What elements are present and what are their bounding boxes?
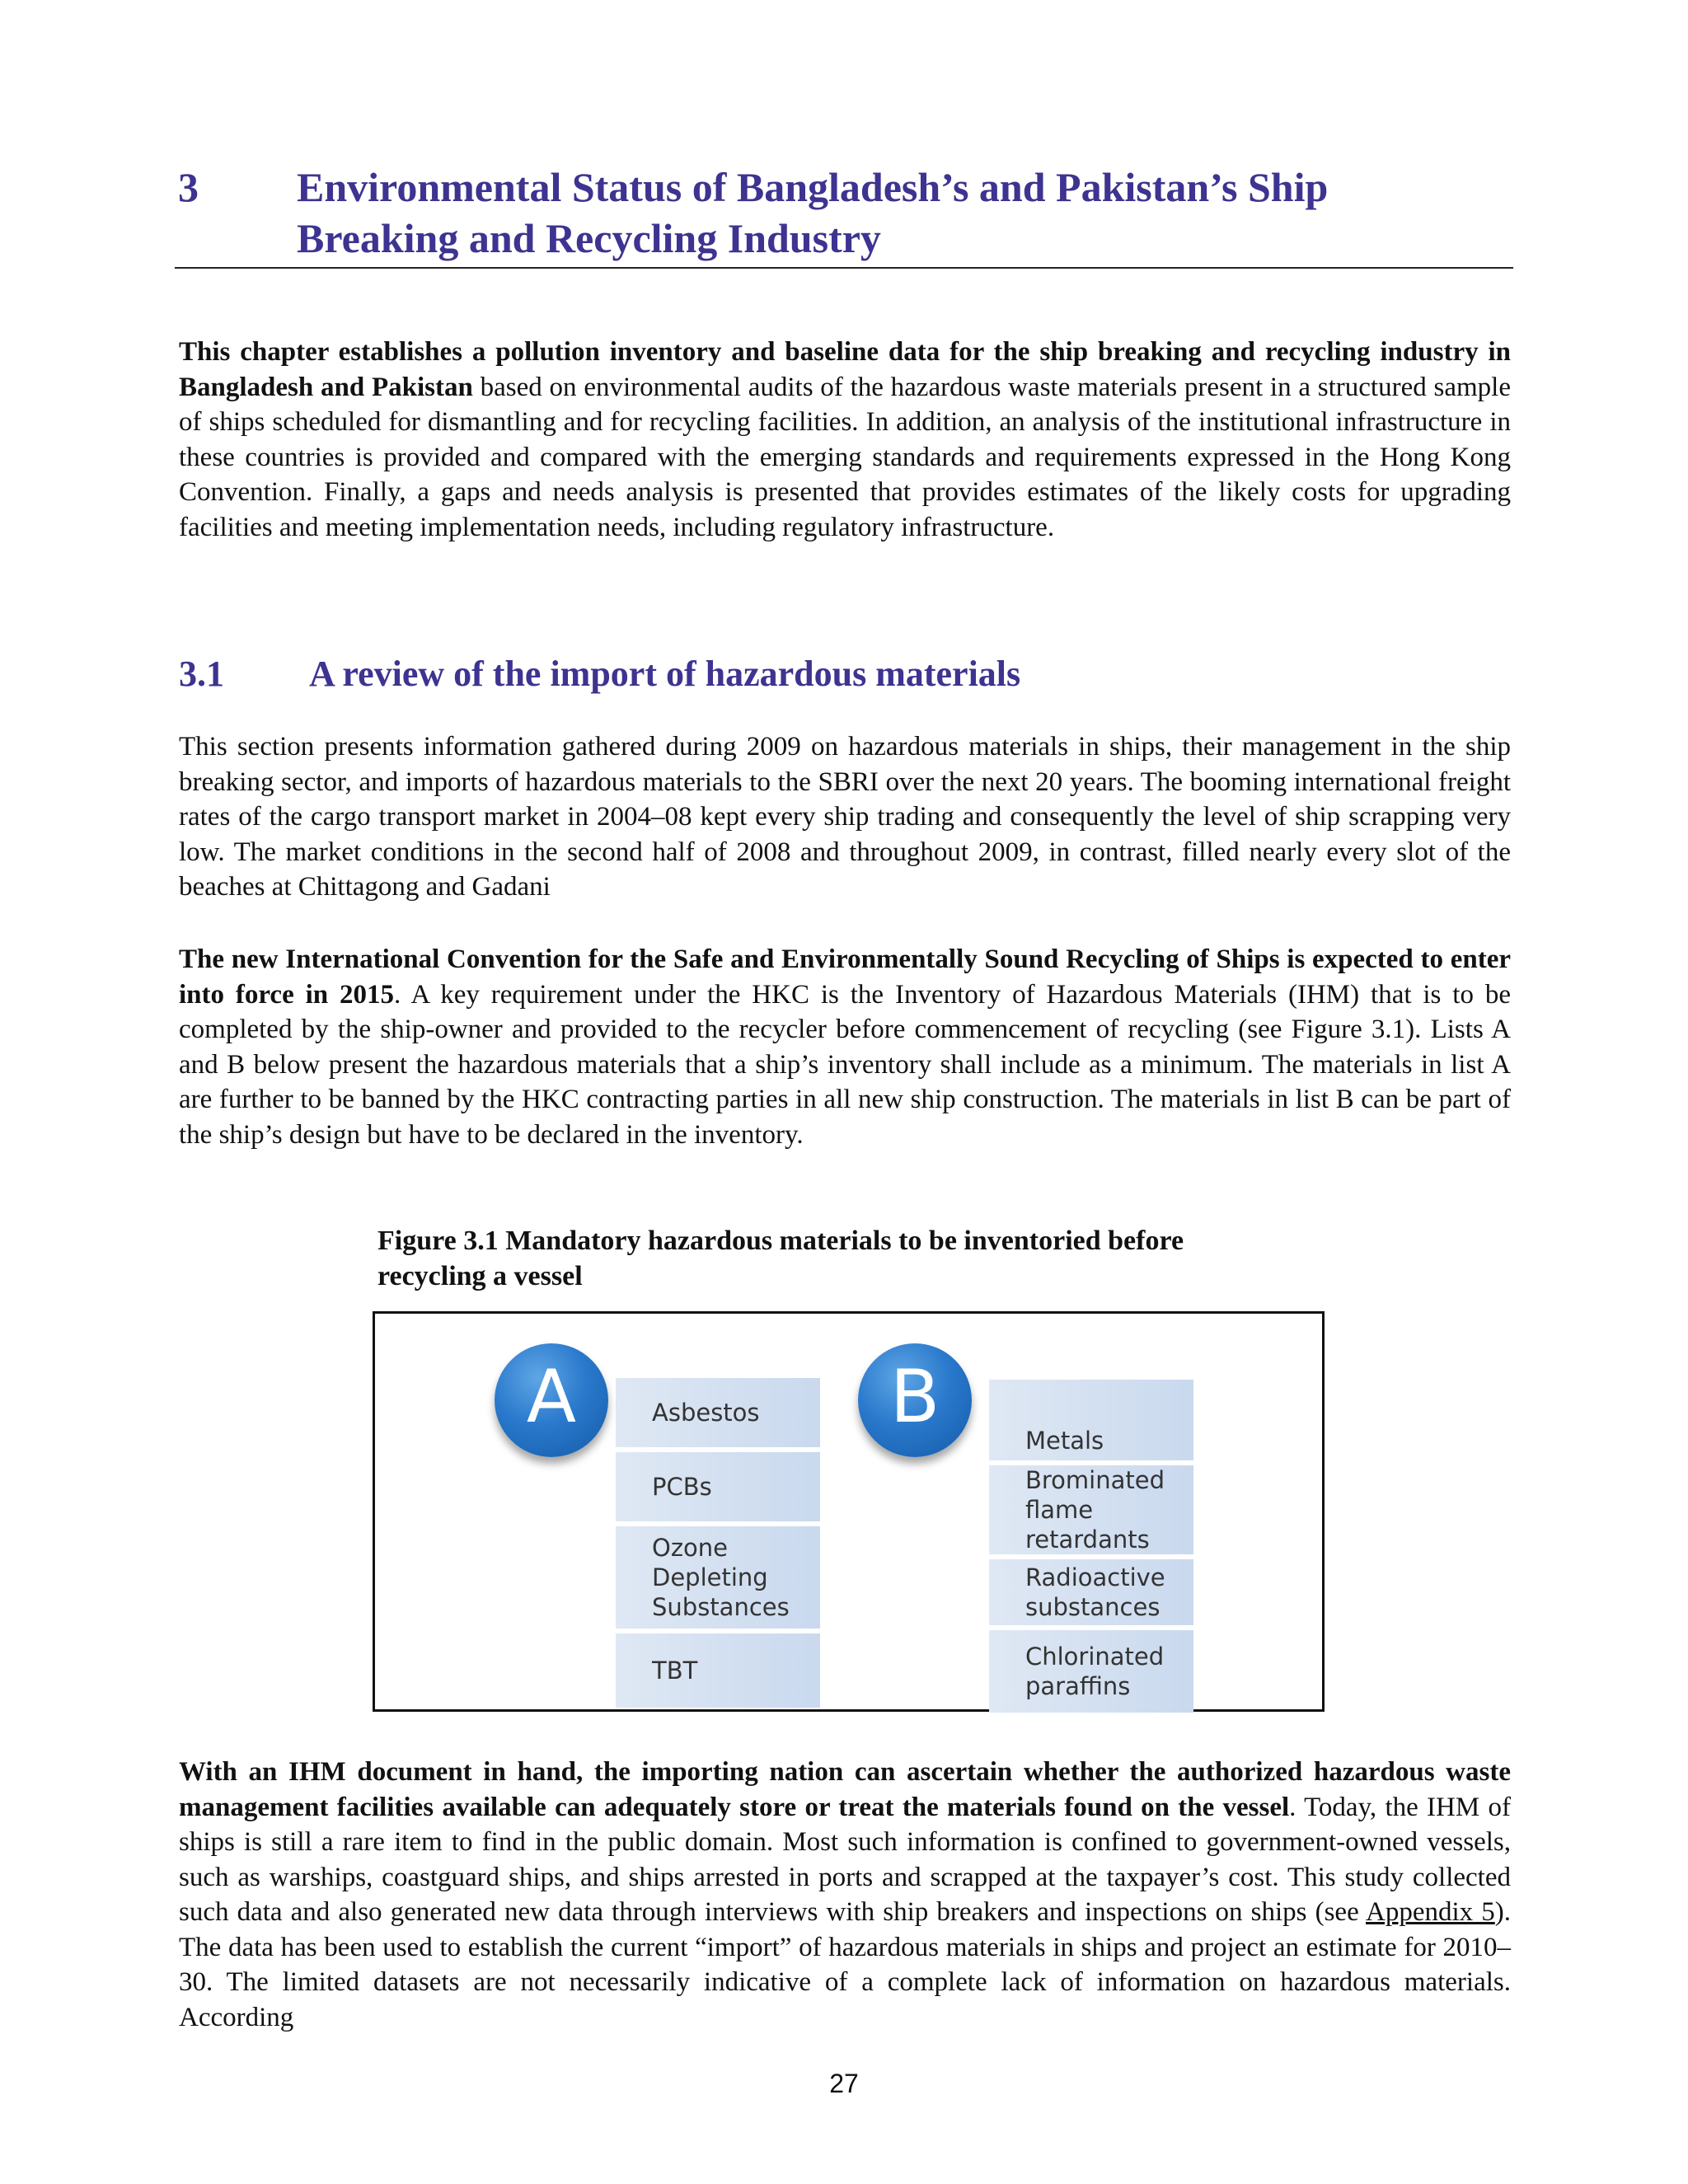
section-number: 3.1: [179, 654, 224, 694]
intro-text: based on environmental audits of the hazardous waste materials present in a structured sample of ships scheduled for dismantling and for recycling facilities. In addition, an analysis of the institutional infrastructure in these countries is provided and compared with the emerging standards and requirements expressed in the Hong Kong Convention. Finally, a gaps and needs analysis is presented that provides estimates of the likely costs for upgrading facilities and meeting implementation needs, including regulatory infrastructure.: [179, 372, 1511, 542]
chapter-title-line-1: Environmental Status of Bangladesh’s and Pakistan’s Ship: [297, 164, 1329, 210]
figure-caption: [377, 1223, 1284, 1294]
paragraph-ihm: [179, 1755, 1511, 2035]
paragraph-convention-bold: The new International Convention for the Safe and Environmentally Sound Recycling of Ships is expected to enter into force in 2015: [179, 944, 1511, 1010]
figure-caption-line-2: recycling a vessel: [377, 1261, 583, 1291]
paragraph-review: [179, 729, 1511, 905]
list-a-badge: A: [495, 1343, 608, 1457]
chapter-title-line-2: Breaking and Recycling Industry: [297, 215, 881, 261]
list-a-item: Asbestos: [616, 1378, 820, 1447]
list-a-item: TBT: [616, 1633, 820, 1708]
paragraph-ihm-bold: With an IHM document in hand, the importing nation can ascertain whether the authorized hazardous waste management facilities available can adequately store or treat the materials found on the vessel: [179, 1757, 1511, 1822]
list-a-item: Ozone Depleting Substances: [616, 1526, 820, 1629]
section-heading: [179, 651, 1511, 697]
list-b-item: Radioactive substances: [989, 1559, 1193, 1625]
list-b-badge: B: [858, 1343, 972, 1457]
section-title: A review of the import of hazardous materials: [309, 654, 1021, 694]
chapter-title: [297, 162, 1513, 264]
figure-caption-line-1: Figure 3.1 Mandatory hazardous materials to be inventoried before: [377, 1226, 1184, 1256]
list-b-item: Metals: [989, 1380, 1193, 1460]
paragraph-ihm-text-2: ). The data has been used to establish the current “import” of hazardous materials in ships and project an estimate for 2010–30. The limited datasets are not necessarily indicative of a complete lack of information on hazardous materials. According: [179, 1897, 1511, 2032]
intro-bold-lead: This chapter establishes a pollution inventory and baseline data for the ship breaking and recycling industry in Bangladesh and Pakistan: [179, 337, 1511, 402]
paragraph-convention-text: . A key requirement under the HKC is the Inventory of Hazardous Materials (IHM) that is to be completed by the ship-owner and provided to the recycler before commencement of recycling (see Figure 3.1). Lists A and B below present the hazardous materials that a ship’s inventory shall include as a minimum. The materials in list A are further to be banned by the HKC contracting parties in all new ship construction. The materials in list B can be part of the ship’s design but have to be declared in the inventory.: [179, 979, 1511, 1150]
paragraph-review-text: This section presents information gathered during 2009 on hazardous materials in ships, their management in the ship breaking sector, and imports of hazardous materials to the SBRI over the next 20 years. The booming international freight rates of the cargo transport market in 2004–08 kept every ship trading and consequently the level of ship scrapping very low. The market conditions in the second half of 2008 and throughout 2009, in contrast, filled nearly every slot of the beaches at Chittagong and Gadani: [179, 732, 1511, 902]
page-number: 27: [829, 2069, 859, 2098]
chapter-heading: [175, 162, 1513, 269]
appendix-5-link[interactable]: Appendix 5: [1366, 1897, 1495, 1927]
paragraph-ihm-text-1: . Today, the IHM of ships is still a rare item to find in the public domain. Most such information is confined to government-owned vessels, such as warships, coastguard ships, and ships arrested in ports and scrapped at the taxpayer’s cost. This study collected such data and also generated new data through interviews with ship breakers and inspections on ships (see: [179, 1792, 1511, 1927]
list-b-item: Brominated flame retardants: [989, 1465, 1193, 1554]
list-b-item: Chlorinated paraffins: [989, 1630, 1193, 1713]
intro-paragraph: [179, 335, 1511, 545]
list-a-item: PCBs: [616, 1452, 820, 1521]
chapter-number: 3: [178, 164, 199, 210]
figure-hazardous-materials: [373, 1311, 1325, 1712]
paragraph-convention: [179, 942, 1511, 1152]
